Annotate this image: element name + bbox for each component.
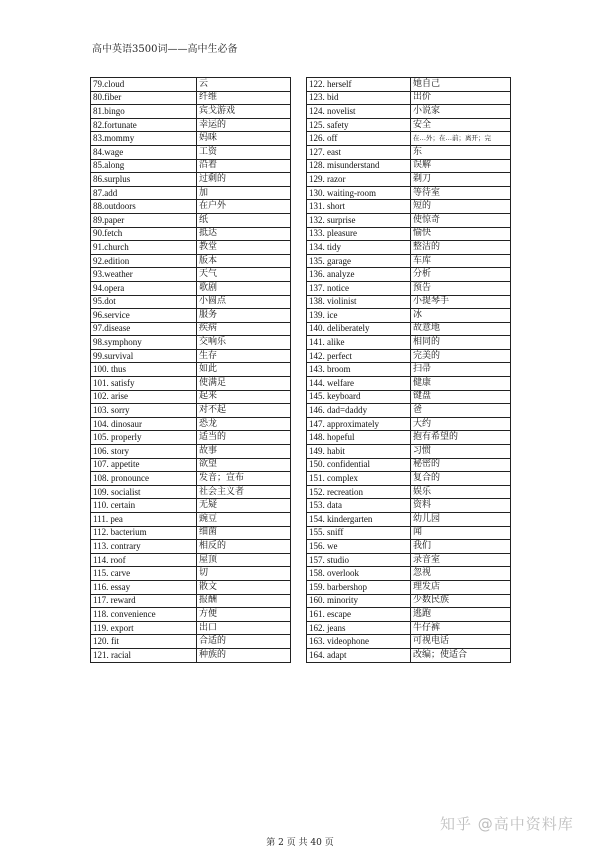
vocab-row: [91, 268, 291, 282]
vocab-word: 119. export: [91, 621, 197, 635]
vocab-meaning: 过剩的: [197, 173, 291, 187]
vocab-row: [307, 553, 511, 567]
vocab-meaning: 车库: [411, 254, 511, 268]
vocab-word: 147. approximately: [307, 417, 411, 431]
vocab-meaning: 扫帚: [411, 363, 511, 377]
vocab-meaning: 完美的: [411, 349, 511, 363]
vocab-meaning: 小提琴手: [411, 295, 511, 309]
vocab-row: [91, 78, 291, 92]
vocab-word: 95.dot: [91, 295, 197, 309]
vocab-meaning: 逃跑: [411, 608, 511, 622]
vocab-meaning: 发音；宣布: [197, 472, 291, 486]
vocab-meaning: 沿着: [197, 159, 291, 173]
vocab-meaning: 误解: [411, 159, 511, 173]
vocab-word: 99.survival: [91, 349, 197, 363]
vocab-row: [307, 485, 511, 499]
vocab-word: 154. kindergarten: [307, 513, 411, 527]
vocab-row: [307, 377, 511, 391]
vocab-row: [307, 309, 511, 323]
vocab-row: [307, 91, 511, 105]
vocab-row: [307, 213, 511, 227]
vocab-meaning: 冰: [411, 309, 511, 323]
vocab-word: 80.fiber: [91, 91, 197, 105]
vocab-row: [307, 608, 511, 622]
vocab-word: 98.symphony: [91, 336, 197, 350]
vocab-word: 156. we: [307, 540, 411, 554]
vocab-row: [91, 445, 291, 459]
vocab-row: [91, 105, 291, 119]
vocab-word: 162. jeans: [307, 621, 411, 635]
vocab-word: 114. roof: [91, 553, 197, 567]
vocab-row: [91, 431, 291, 445]
vocab-word: 149. habit: [307, 445, 411, 459]
vocab-row: [307, 458, 511, 472]
vocab-row: [91, 635, 291, 649]
vocab-row: [307, 404, 511, 418]
vocab-word: 121. racial: [91, 648, 197, 662]
vocab-word: 96.service: [91, 309, 197, 323]
vocab-meaning: 大约: [411, 417, 511, 431]
vocab-row: [307, 621, 511, 635]
vocab-meaning: 细菌: [197, 526, 291, 540]
vocab-meaning: 出口: [197, 621, 291, 635]
vocab-word: 141. alike: [307, 336, 411, 350]
vocab-row: [91, 227, 291, 241]
vocab-meaning: 复合的: [411, 472, 511, 486]
vocab-word: 128. misunderstand: [307, 159, 411, 173]
vocab-meaning: 我们: [411, 540, 511, 554]
vocab-row: [307, 390, 511, 404]
vocab-word: 116. essay: [91, 580, 197, 594]
vocab-meaning: 东: [411, 145, 511, 159]
vocab-meaning: 理发店: [411, 580, 511, 594]
vocab-row: [91, 526, 291, 540]
vocab-row: [307, 499, 511, 513]
vocab-word: 153. data: [307, 499, 411, 513]
vocab-word: 163. videophone: [307, 635, 411, 649]
vocab-row: [307, 254, 511, 268]
vocab-row: [91, 540, 291, 554]
vocab-meaning: 愉快: [411, 227, 511, 241]
vocab-word: 127. east: [307, 145, 411, 159]
vocab-meaning: 可视电话: [411, 635, 511, 649]
vocab-word: 152. recreation: [307, 485, 411, 499]
vocab-meaning: 故事: [197, 445, 291, 459]
vocab-row: [91, 377, 291, 391]
vocab-word: 104. dinosaur: [91, 417, 197, 431]
vocab-meaning: 键盘: [411, 390, 511, 404]
vocab-word: 150. confidential: [307, 458, 411, 472]
vocab-row: [307, 513, 511, 527]
vocab-word: 102. arise: [91, 390, 197, 404]
vocab-row: [307, 526, 511, 540]
vocab-meaning: 分析: [411, 268, 511, 282]
vocab-row: [307, 472, 511, 486]
vocab-meaning: 故意地: [411, 322, 511, 336]
vocab-meaning: 天气: [197, 268, 291, 282]
vocab-meaning: 小说家: [411, 105, 511, 119]
vocab-meaning: 安全: [411, 118, 511, 132]
vocab-row: [91, 349, 291, 363]
vocab-meaning: 相反的: [197, 540, 291, 554]
vocab-word: 138. violinist: [307, 295, 411, 309]
vocab-row: [91, 309, 291, 323]
vocab-row: [91, 485, 291, 499]
vocab-row: [91, 186, 291, 200]
vocab-meaning: 切: [197, 567, 291, 581]
vocab-row: [307, 336, 511, 350]
vocab-row: [91, 145, 291, 159]
vocab-word: 120. fit: [91, 635, 197, 649]
vocab-row: [91, 254, 291, 268]
vocab-row: [307, 105, 511, 119]
vocab-word: 107. appetite: [91, 458, 197, 472]
vocab-word: 91.church: [91, 241, 197, 255]
vocab-word: 164. adapt: [307, 648, 411, 662]
vocab-word: 92.edition: [91, 254, 197, 268]
vocab-table-right: [306, 77, 511, 663]
vocab-meaning: 牛仔裤: [411, 621, 511, 635]
vocab-meaning: 种族的: [197, 648, 291, 662]
vocab-word: 112. bacterium: [91, 526, 197, 540]
vocab-row: [307, 118, 511, 132]
vocab-meaning: 抱有希望的: [411, 431, 511, 445]
vocab-table-left: [90, 77, 291, 663]
vocab-word: 140. deliberately: [307, 322, 411, 336]
vocab-meaning: 闻: [411, 526, 511, 540]
vocab-meaning: 幼儿园: [411, 513, 511, 527]
vocab-row: [91, 213, 291, 227]
vocab-word: 131. short: [307, 200, 411, 214]
vocab-row: [307, 540, 511, 554]
vocab-row: [91, 390, 291, 404]
vocab-meaning: 短的: [411, 200, 511, 214]
vocab-word: 93.weather: [91, 268, 197, 282]
vocab-meaning: 资料: [411, 499, 511, 513]
vocab-word: 142. perfect: [307, 349, 411, 363]
vocab-word: 136. analyze: [307, 268, 411, 282]
vocab-word: 94.opera: [91, 281, 197, 295]
vocab-word: 88.outdoors: [91, 200, 197, 214]
vocab-row: [307, 567, 511, 581]
vocab-meaning: 出价: [411, 91, 511, 105]
vocab-row: [307, 281, 511, 295]
vocab-word: 143. broom: [307, 363, 411, 377]
vocab-meaning: 歌剧: [197, 281, 291, 295]
vocab-word: 157. studio: [307, 553, 411, 567]
vocab-row: [307, 580, 511, 594]
vocab-meaning: 对不起: [197, 404, 291, 418]
vocab-row: [307, 173, 511, 187]
vocab-word: 145. keyboard: [307, 390, 411, 404]
vocab-row: [91, 281, 291, 295]
vocab-row: [307, 241, 511, 255]
vocab-meaning: 预告: [411, 281, 511, 295]
vocab-row: [91, 567, 291, 581]
vocab-row: [307, 159, 511, 173]
vocab-row: [307, 200, 511, 214]
vocab-row: [307, 349, 511, 363]
vocab-row: [91, 200, 291, 214]
vocab-row: [91, 648, 291, 662]
vocab-row: [307, 295, 511, 309]
vocab-word: 144. welfare: [307, 377, 411, 391]
vocab-meaning: 小圆点: [197, 295, 291, 309]
vocab-word: 106. story: [91, 445, 197, 459]
vocab-meaning: 她自己: [411, 78, 511, 92]
vocab-row: [307, 227, 511, 241]
vocab-meaning: 工资: [197, 145, 291, 159]
vocab-meaning: 屋顶: [197, 553, 291, 567]
vocab-row: [91, 118, 291, 132]
vocab-word: 101. satisfy: [91, 377, 197, 391]
vocab-row: [91, 241, 291, 255]
vocab-meaning: 云: [197, 78, 291, 92]
vocab-row: [307, 635, 511, 649]
vocab-word: 155. sniff: [307, 526, 411, 540]
vocab-row: [307, 132, 511, 146]
vocab-meaning: 抵达: [197, 227, 291, 241]
vocab-row: [307, 186, 511, 200]
vocab-word: 146. dad=daddy: [307, 404, 411, 418]
vocab-word: 108. pronounce: [91, 472, 197, 486]
vocab-word: 85.along: [91, 159, 197, 173]
vocab-word: 115. carve: [91, 567, 197, 581]
page-footer: 第 2 页 共 40 页: [266, 838, 334, 848]
vocab-meaning: 纤维: [197, 91, 291, 105]
vocab-meaning: 在户外: [197, 200, 291, 214]
vocab-row: [91, 499, 291, 513]
vocab-row: [91, 322, 291, 336]
vocab-word: 118. convenience: [91, 608, 197, 622]
vocab-word: 126. off: [307, 132, 411, 146]
vocab-meaning: 方便: [197, 608, 291, 622]
vocab-word: 159. barbershop: [307, 580, 411, 594]
vocab-word: 137. notice: [307, 281, 411, 295]
vocab-word: 105. properly: [91, 431, 197, 445]
vocab-word: 84.wage: [91, 145, 197, 159]
vocab-meaning: 秘密的: [411, 458, 511, 472]
vocab-row: [91, 363, 291, 377]
vocab-row: [91, 173, 291, 187]
vocab-word: 130. waiting-room: [307, 186, 411, 200]
vocab-meaning: 相同的: [411, 336, 511, 350]
vocab-meaning: 幸运的: [197, 118, 291, 132]
vocab-word: 86.surplus: [91, 173, 197, 187]
vocab-word: 110. certain: [91, 499, 197, 513]
vocab-meaning: 纸: [197, 213, 291, 227]
vocab-word: 129. razor: [307, 173, 411, 187]
vocab-meaning: 教堂: [197, 241, 291, 255]
vocab-meaning: 改编；使适合: [411, 648, 511, 662]
vocab-row: [307, 594, 511, 608]
vocab-row: [91, 159, 291, 173]
vocab-meaning: 报酬: [197, 594, 291, 608]
vocab-row: [91, 417, 291, 431]
vocab-word: 81.bingo: [91, 105, 197, 119]
vocab-word: 117. reward: [91, 594, 197, 608]
vocab-meaning: 疾病: [197, 322, 291, 336]
vocab-row: [91, 553, 291, 567]
vocab-meaning: 恐龙: [197, 417, 291, 431]
vocab-word: 89.paper: [91, 213, 197, 227]
vocab-meaning: 散文: [197, 580, 291, 594]
vocab-row: [307, 417, 511, 431]
vocab-word: 111. pea: [91, 513, 197, 527]
vocab-meaning: 起来: [197, 390, 291, 404]
vocab-row: [307, 363, 511, 377]
vocab-word: 90.fetch: [91, 227, 197, 241]
vocab-meaning: 服务: [197, 309, 291, 323]
vocab-meaning: 健康: [411, 377, 511, 391]
vocab-row: [91, 580, 291, 594]
vocab-word: 123. bid: [307, 91, 411, 105]
vocab-meaning: 宾戈游戏: [197, 105, 291, 119]
vocab-word: 134. tidy: [307, 241, 411, 255]
vocab-meaning: 习惯: [411, 445, 511, 459]
vocab-word: 132. surprise: [307, 213, 411, 227]
vocab-meaning: 录音室: [411, 553, 511, 567]
vocab-row: [307, 78, 511, 92]
vocab-word: 161. escape: [307, 608, 411, 622]
vocab-word: 133. pleasure: [307, 227, 411, 241]
vocab-meaning: 豌豆: [197, 513, 291, 527]
vocab-row: [91, 513, 291, 527]
vocab-row: [91, 336, 291, 350]
vocab-word: 151. complex: [307, 472, 411, 486]
watermark: 知乎 @高中资料库: [440, 815, 574, 833]
vocab-meaning: 忽视: [411, 567, 511, 581]
vocab-row: [91, 132, 291, 146]
vocab-row: [307, 431, 511, 445]
vocab-row: [91, 91, 291, 105]
vocab-word: 124. novelist: [307, 105, 411, 119]
vocab-row: [91, 472, 291, 486]
vocab-meaning: 合适的: [197, 635, 291, 649]
vocab-meaning: 妈咪: [197, 132, 291, 146]
vocab-word: 82.fortunate: [91, 118, 197, 132]
vocab-meaning: 社会主义者: [197, 485, 291, 499]
vocab-meaning: 适当的: [197, 431, 291, 445]
vocab-word: 158. overlook: [307, 567, 411, 581]
vocab-row: [307, 445, 511, 459]
vocab-meaning: 生存: [197, 349, 291, 363]
vocab-word: 100. thus: [91, 363, 197, 377]
vocab-meaning: 等待室: [411, 186, 511, 200]
vocab-word: 160. minority: [307, 594, 411, 608]
vocab-row: [91, 404, 291, 418]
vocab-word: 83.mommy: [91, 132, 197, 146]
vocab-row: [91, 594, 291, 608]
vocab-word: 139. ice: [307, 309, 411, 323]
page-header: 高中英语3500词——高中生必备: [92, 44, 238, 55]
vocab-word: 97.disease: [91, 322, 197, 336]
vocab-row: [307, 322, 511, 336]
vocab-word: 125. safety: [307, 118, 411, 132]
vocab-meaning: 整洁的: [411, 241, 511, 255]
vocab-meaning: 交响乐: [197, 336, 291, 350]
vocab-word: 109. socialist: [91, 485, 197, 499]
vocab-meaning: 少数民族: [411, 594, 511, 608]
vocab-row: [307, 268, 511, 282]
vocab-row: [91, 608, 291, 622]
vocab-word: 103. sorry: [91, 404, 197, 418]
vocab-word: 87.add: [91, 186, 197, 200]
vocab-meaning: 使惊奇: [411, 213, 511, 227]
vocab-meaning: 版本: [197, 254, 291, 268]
vocab-meaning: 使满足: [197, 377, 291, 391]
vocab-word: 113. contrary: [91, 540, 197, 554]
vocab-row: [91, 458, 291, 472]
vocab-word: 135. garage: [307, 254, 411, 268]
vocab-meaning: 剃刀: [411, 173, 511, 187]
vocab-row: [307, 648, 511, 662]
vocab-meaning: 无疑: [197, 499, 291, 513]
vocab-meaning: 娱乐: [411, 485, 511, 499]
vocab-word: 79.cloud: [91, 78, 197, 92]
vocab-row: [307, 145, 511, 159]
vocab-word: 122. herself: [307, 78, 411, 92]
vocab-row: [91, 621, 291, 635]
vocab-meaning: 在…外；在…前；离开；完: [411, 132, 511, 146]
vocab-meaning: 爸: [411, 404, 511, 418]
vocab-meaning: 如此: [197, 363, 291, 377]
vocab-row: [91, 295, 291, 309]
vocab-word: 148. hopeful: [307, 431, 411, 445]
vocab-meaning: 欲望: [197, 458, 291, 472]
vocab-meaning: 加: [197, 186, 291, 200]
